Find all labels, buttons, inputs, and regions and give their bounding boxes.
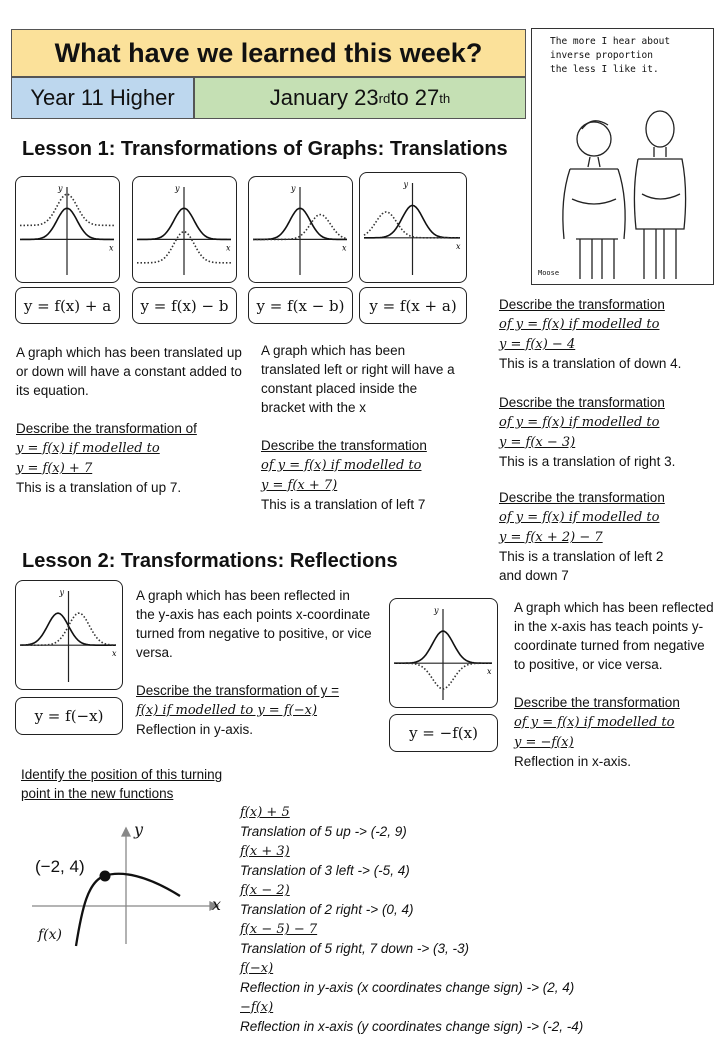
year-group-label: Year 11 Higher	[11, 77, 194, 119]
question-line: of y = f(x) if modelled to	[261, 458, 422, 473]
function-line: f(x) + 5	[240, 805, 290, 820]
axis-y-label: y	[434, 606, 439, 615]
equation-box: y = f(x + a)	[359, 287, 467, 324]
axis-x-label: x	[456, 241, 461, 251]
answer-line: Translation of 5 right, 7 down -> (3, -3)	[240, 941, 469, 956]
question-line: y = f(x) + 7	[16, 461, 93, 476]
axis-y-label: y	[59, 588, 65, 597]
answer-line: Translation of 5 up -> (-2, 9)	[240, 824, 407, 839]
equation-box: y = f(x − b)	[248, 287, 353, 324]
page-title: What have we learned this week?	[11, 29, 526, 77]
horizontal-translation-text: A graph which has been translated left or right will have a constant placed inside the bracket with the x Describe the transformation of y = f(x) if modelled to y = f(x + 7) This is a translation of left 7	[261, 343, 455, 512]
cartoon-signature: Moose	[538, 269, 560, 277]
question-line: Describe the transformation of	[16, 421, 197, 436]
tp-axis-y-label: y	[134, 820, 144, 839]
cartoon-drawing	[532, 29, 712, 284]
turning-point-answers	[240, 802, 715, 1036]
graph-translation-left	[359, 172, 467, 283]
axis-x-label: x	[226, 243, 231, 253]
question-line: y = f(x + 7)	[261, 478, 338, 493]
tp-axis-x-label: x	[212, 895, 222, 914]
function-line: f(x + 3)	[240, 844, 290, 859]
question-line: Describe the transformation	[261, 438, 427, 453]
reflection-y-text: A graph which has been reflected in the y-axis has each points x-coordinate turned from negative to positive, or vice versa. Describe the transformation of y = f(x) if modelled to y = f(−x) Reflection in y-axis.	[136, 588, 372, 737]
cartoon-caption-line: The more I hear about	[550, 36, 671, 47]
right-question-3: Describe the transformation of y = f(x) if modelled to y = f(x + 2) − 7 This is a translation of left 2 and down 7	[499, 490, 665, 583]
axis-y-label: y	[403, 180, 409, 189]
axis-x-label: x	[342, 243, 347, 253]
axis-x-label: x	[112, 649, 117, 659]
cartoon-panel	[531, 28, 714, 285]
cartoon-caption-line: inverse proportion	[550, 50, 653, 61]
turning-point-label: (−2, 4)	[35, 857, 85, 876]
function-line: f(x − 2)	[240, 883, 290, 898]
equation-box: y = f(x) − b	[132, 287, 237, 324]
question-line: y = f(x) if modelled to	[16, 441, 160, 456]
right-question-2: Describe the transformation of y = f(x) if modelled to y = f(x − 3) This is a translation of right 3.	[499, 395, 676, 469]
axis-y-label: y	[175, 184, 180, 193]
function-line: f(x − 5) − 7	[240, 922, 318, 937]
equation-box: y = f(−x)	[15, 697, 123, 735]
reflection-x-text: A graph which has been reflected in the x-axis has teach points y-coordinate turned from negative to positive, or vice versa. Describe the transformation of y = f(x) if modelled to y = −f(x) Reflection in x-axis.	[514, 600, 714, 769]
answer-line: This is a translation of up 7.	[16, 480, 182, 495]
answer-line: Translation of 3 left -> (-5, 4)	[240, 863, 410, 878]
axis-x-label: x	[487, 667, 492, 677]
answer-line: Reflection in y-axis (x coordinates change sign) -> (2, 4)	[240, 980, 575, 995]
graph-translation-down	[132, 176, 237, 283]
answer-line: Reflection in x-axis (y coordinates change sign) -> (-2, -4)	[240, 1019, 584, 1034]
function-line: −f(x)	[240, 1000, 274, 1015]
axis-x-label: x	[109, 243, 114, 253]
right-question-1: Describe the transformation of y = f(x) if modelled to y = f(x) − 4 This is a translation of down 4.	[499, 297, 682, 371]
graph-translation-up	[15, 176, 120, 283]
curve-label: f(x)	[38, 927, 63, 943]
date-range-label: January 23 rd to 27 th	[194, 77, 526, 119]
answer-line: This is a translation of left 7	[261, 497, 426, 512]
lesson1-title: Lesson 1: Transformations of Graphs: Translations	[22, 138, 508, 160]
cartoon-caption-line: the less I like it.	[550, 64, 659, 75]
equation-box: y = f(x) + a	[15, 287, 120, 324]
graph-reflection-y	[15, 580, 123, 690]
vertical-translation-text: A graph which has been translated up or down will have a constant added to its equation. Describe the transformation of y = f(x) if modelled to y = f(x) + 7 This is a translation of up 7.	[16, 345, 242, 495]
function-line: f(−x)	[240, 961, 274, 976]
graph-translation-right	[248, 176, 353, 283]
equation-box: y = −f(x)	[389, 714, 498, 752]
graph-reflection-x	[389, 598, 498, 708]
turning-point-prompt: Identify the position of this turning point in the new functions	[21, 767, 223, 801]
lesson2-title: Lesson 2: Transformations: Reflections	[22, 550, 398, 572]
answer-line: Translation of 2 right -> (0, 4)	[240, 902, 414, 917]
axis-y-label: y	[291, 184, 296, 193]
axis-y-label: y	[58, 184, 63, 193]
